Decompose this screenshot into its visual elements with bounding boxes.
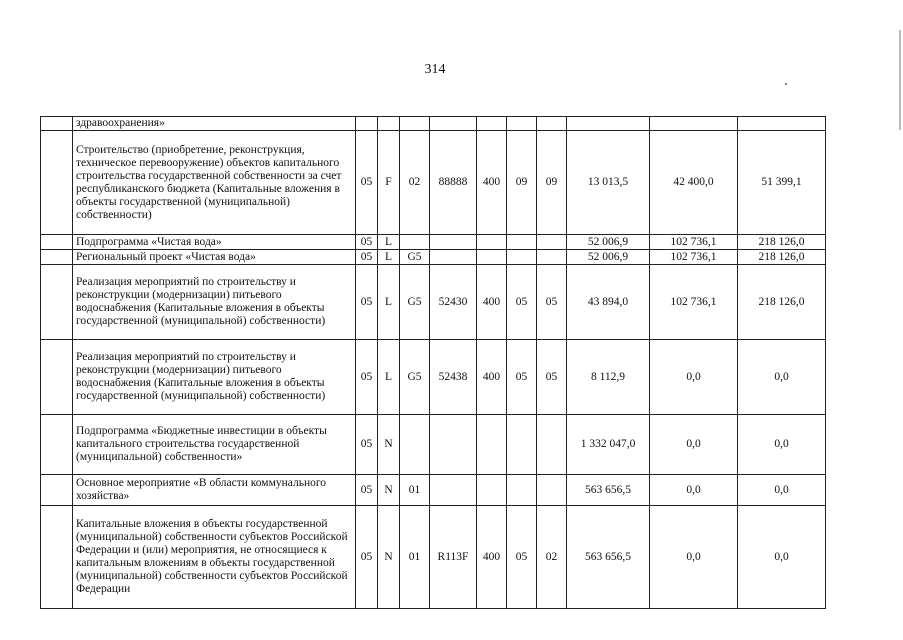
table-row — [41, 506, 826, 609]
amount-1: 1 332 047,0 — [567, 415, 650, 475]
code-event: 01 — [400, 475, 430, 506]
code-subsection: 09 — [537, 131, 567, 235]
amount-2 — [650, 117, 738, 131]
code-section: 05 — [356, 265, 378, 340]
code-section-part — [507, 475, 537, 506]
amount-3: 218 126,0 — [738, 265, 826, 340]
code-direction — [430, 475, 477, 506]
code-event: G5 — [400, 340, 430, 415]
scan-edge — [899, 30, 901, 130]
code-program: N — [378, 415, 400, 475]
amount-3: 218 126,0 — [738, 250, 826, 265]
amount-3: 51 399,1 — [738, 131, 826, 235]
code-event: 01 — [400, 506, 430, 609]
code-expense-type: 400 — [477, 340, 507, 415]
code-expense-type: 400 — [477, 506, 507, 609]
blank-cell — [41, 475, 73, 506]
amount-1: 52 006,9 — [567, 235, 650, 250]
code-event: G5 — [400, 250, 430, 265]
code-expense-type: 400 — [477, 131, 507, 235]
amount-3: 0,0 — [738, 415, 826, 475]
code-section: 05 — [356, 131, 378, 235]
scan-speck — [785, 83, 787, 85]
row-name: Региональный проект «Чистая вода» — [73, 250, 356, 265]
code-direction: 52430 — [430, 265, 477, 340]
code-section-part — [507, 415, 537, 475]
code-section-part: 05 — [507, 340, 537, 415]
page-number: 314 — [424, 62, 446, 77]
code-direction: 52438 — [430, 340, 477, 415]
code-subsection: 05 — [537, 265, 567, 340]
budget-table — [40, 116, 826, 609]
amount-2: 0,0 — [650, 415, 738, 475]
amount-1: 8 112,9 — [567, 340, 650, 415]
code-section — [356, 117, 378, 131]
row-name: Подпрограмма «Чистая вода» — [73, 235, 356, 250]
code-program: F — [378, 131, 400, 235]
row-name: Реализация мероприятий по строительству и реконструкции (модернизации) питьевого водоснабжения (Капитальные вложения в объекты государственной (муниципальной) собственности) — [73, 265, 356, 340]
blank-cell — [41, 117, 73, 131]
table-row — [41, 265, 826, 340]
table-row — [41, 340, 826, 415]
row-name: здравоохранения» — [73, 117, 356, 131]
row-name: Строительство (приобретение, реконструкция, техническое перевооружение) объектов капитального строительства государственной собственности за счет республиканского бюджета (Капитальные вложения в объекты государственной (муниципальной) собственности) — [73, 131, 356, 235]
table-row — [41, 415, 826, 475]
code-section: 05 — [356, 250, 378, 265]
code-expense-type — [477, 235, 507, 250]
table-row — [41, 250, 826, 265]
table-row — [41, 117, 826, 131]
amount-2: 0,0 — [650, 340, 738, 415]
code-program: L — [378, 250, 400, 265]
code-expense-type — [477, 250, 507, 265]
table-row — [41, 475, 826, 506]
row-name: Капитальные вложения в объекты государственной (муниципальной) собственности субъектов Российской Федерации и (или) мероприятия, не относящиеся к капитальным вложениям в объекты государственной (муниципальной) собственности субъектов Российской Федерации — [73, 506, 356, 609]
amount-1: 563 656,5 — [567, 475, 650, 506]
code-subsection — [537, 415, 567, 475]
amount-2: 0,0 — [650, 506, 738, 609]
code-subsection — [537, 250, 567, 265]
amount-3: 0,0 — [738, 506, 826, 609]
code-subsection — [537, 235, 567, 250]
amount-1: 563 656,5 — [567, 506, 650, 609]
blank-cell — [41, 506, 73, 609]
code-direction — [430, 235, 477, 250]
blank-cell — [41, 235, 73, 250]
row-name: Основное мероприятие «В области коммунального хозяйства» — [73, 475, 356, 506]
blank-cell — [41, 340, 73, 415]
code-program: L — [378, 265, 400, 340]
code-direction: 88888 — [430, 131, 477, 235]
amount-2: 102 736,1 — [650, 265, 738, 340]
code-section: 05 — [356, 340, 378, 415]
code-program: L — [378, 340, 400, 415]
code-section-part — [507, 117, 537, 131]
code-expense-type — [477, 415, 507, 475]
amount-3: 0,0 — [738, 475, 826, 506]
blank-cell — [41, 250, 73, 265]
row-name: Реализация мероприятий по строительству и реконструкции (модернизации) питьевого водоснабжения (Капитальные вложения в объекты государственной (муниципальной) собственности) — [73, 340, 356, 415]
blank-cell — [41, 415, 73, 475]
code-expense-type: 400 — [477, 265, 507, 340]
code-subsection: 02 — [537, 506, 567, 609]
code-expense-type — [477, 475, 507, 506]
amount-3 — [738, 117, 826, 131]
amount-2: 102 736,1 — [650, 235, 738, 250]
amount-1: 43 894,0 — [567, 265, 650, 340]
code-event: 02 — [400, 131, 430, 235]
code-section: 05 — [356, 506, 378, 609]
code-subsection: 05 — [537, 340, 567, 415]
code-section: 05 — [356, 475, 378, 506]
code-section-part — [507, 250, 537, 265]
code-program: N — [378, 475, 400, 506]
code-direction — [430, 117, 477, 131]
code-section-part: 05 — [507, 506, 537, 609]
amount-3: 218 126,0 — [738, 235, 826, 250]
code-direction — [430, 250, 477, 265]
table-body — [41, 117, 826, 609]
code-section: 05 — [356, 415, 378, 475]
code-direction: R113F — [430, 506, 477, 609]
code-section: 05 — [356, 235, 378, 250]
code-section-part: 05 — [507, 265, 537, 340]
code-subsection — [537, 475, 567, 506]
code-program — [378, 117, 400, 131]
amount-2: 102 736,1 — [650, 250, 738, 265]
amount-1: 13 013,5 — [567, 131, 650, 235]
amount-2: 42 400,0 — [650, 131, 738, 235]
code-section-part: 09 — [507, 131, 537, 235]
row-name: Подпрограмма «Бюджетные инвестиции в объекты капитального строительства государственной (муниципальной) собственности» — [73, 415, 356, 475]
code-program: L — [378, 235, 400, 250]
code-direction — [430, 415, 477, 475]
table-row — [41, 235, 826, 250]
code-program: N — [378, 506, 400, 609]
code-event: G5 — [400, 265, 430, 340]
code-event — [400, 235, 430, 250]
table-row — [41, 131, 826, 235]
code-section-part — [507, 235, 537, 250]
code-event — [400, 117, 430, 131]
blank-cell — [41, 265, 73, 340]
code-event — [400, 415, 430, 475]
amount-2: 0,0 — [650, 475, 738, 506]
amount-3: 0,0 — [738, 340, 826, 415]
code-expense-type — [477, 117, 507, 131]
blank-cell — [41, 131, 73, 235]
amount-1 — [567, 117, 650, 131]
amount-1: 52 006,9 — [567, 250, 650, 265]
code-subsection — [537, 117, 567, 131]
